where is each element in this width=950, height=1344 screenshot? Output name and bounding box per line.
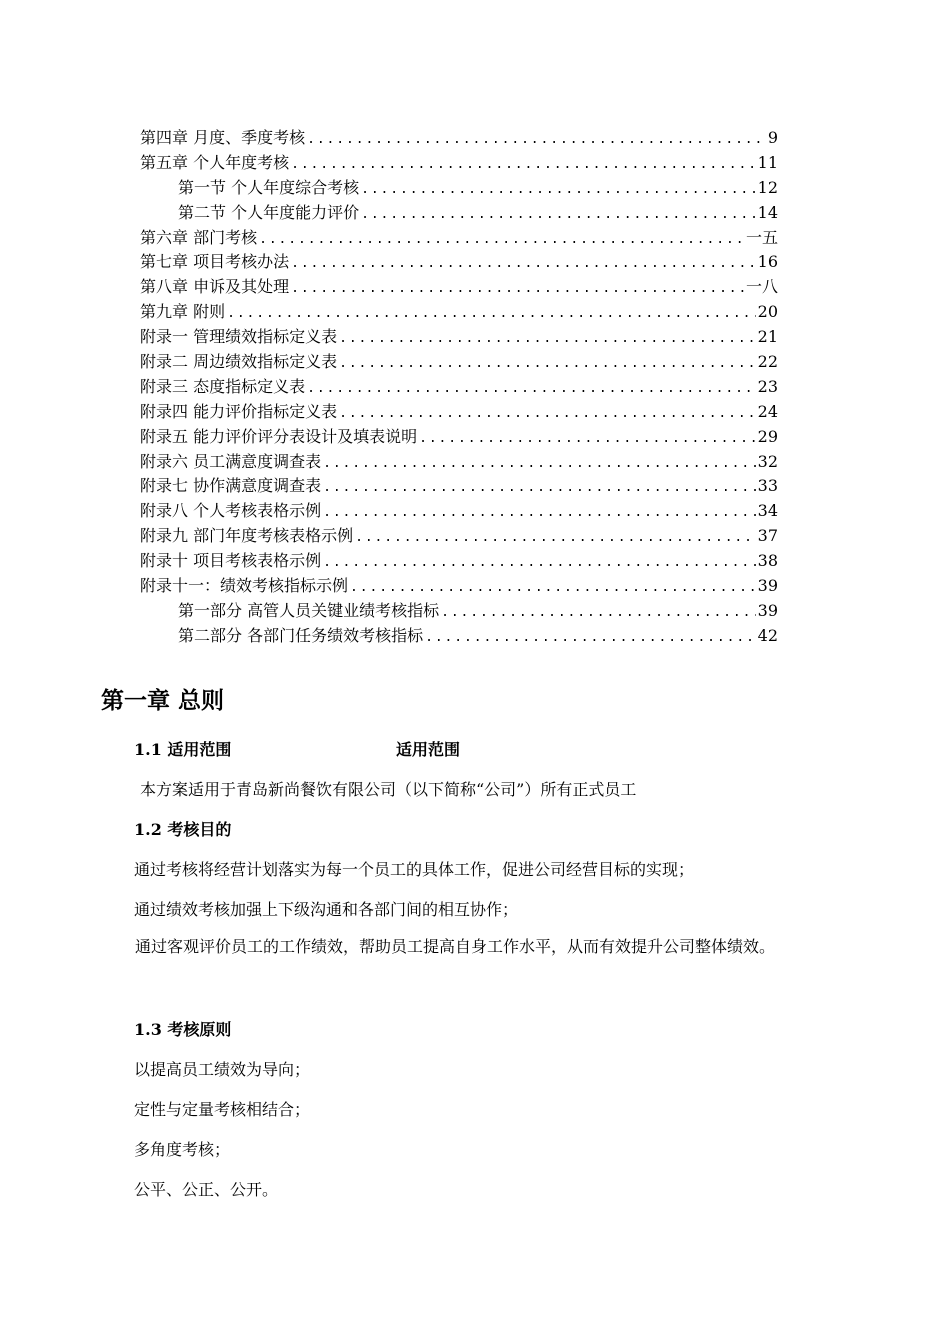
toc-leader-dots [291, 252, 756, 277]
toc-entry-title: 第一节 个人年度综合考核 [178, 177, 360, 197]
toc-leader-dots [361, 178, 756, 203]
toc-leader-dots [355, 526, 756, 551]
toc-entry-page: 一八 [745, 277, 778, 297]
toc-entry-page: 23 [757, 376, 778, 396]
toc-leader-dots [227, 302, 756, 327]
toc-entry[interactable] [140, 549, 778, 574]
toc-entry[interactable] [140, 226, 778, 251]
toc-leader-dots [419, 427, 756, 452]
toc-entry-title: 附录三 态度指标定义表 [140, 376, 306, 396]
toc-entry[interactable] [140, 325, 778, 350]
toc-entry[interactable] [140, 275, 778, 300]
toc-leader-dots [323, 452, 756, 477]
toc-leader-dots [361, 203, 756, 228]
toc-entry[interactable] [140, 624, 778, 649]
toc-entry-page: 42 [757, 625, 778, 645]
toc-entry-page: 16 [757, 252, 778, 272]
toc-entry[interactable] [140, 599, 778, 624]
toc-leader-dots [323, 476, 756, 501]
toc-entry-title: 附录一 管理绩效指标定义表 [140, 327, 338, 347]
toc-entry-title: 第一部分 高管人员关键业绩考核指标 [178, 600, 440, 620]
toc-leader-dots [323, 501, 756, 526]
toc-leader-dots [350, 576, 756, 601]
table-of-contents [140, 126, 778, 649]
toc-entry[interactable] [140, 524, 778, 549]
toc-entry-title: 附录十 项目考核表格示例 [140, 551, 322, 571]
toc-entry-page: 20 [757, 302, 778, 322]
toc-entry-title: 第二节 个人年度能力评价 [178, 202, 360, 222]
scope-paragraph: 本方案适用于青岛新尚餐饮有限公司（以下简称“公司”）所有正式员工 [140, 780, 637, 799]
toc-entry[interactable] [140, 350, 778, 375]
principle-item: 多角度考核； [134, 1140, 231, 1159]
toc-entry-page: 33 [757, 476, 778, 496]
toc-entry[interactable] [140, 450, 778, 475]
toc-entry-page: 34 [757, 501, 778, 521]
section-heading-purpose: 1.2 考核目的 [134, 820, 232, 839]
toc-entry[interactable] [140, 126, 778, 151]
toc-entry[interactable] [140, 574, 778, 599]
toc-entry-page: 38 [757, 551, 778, 571]
toc-leader-dots [307, 377, 756, 402]
toc-entry-title: 附录五 能力评价评分表设计及填表说明 [140, 426, 418, 446]
toc-entry[interactable] [140, 201, 778, 226]
toc-entry-title: 附录十一：绩效考核指标示例 [140, 576, 349, 596]
toc-entry-title: 第二部分 各部门任务绩效考核指标 [178, 625, 424, 645]
toc-leader-dots [339, 402, 756, 427]
toc-leader-dots [323, 551, 756, 576]
chapter-title: 第一章 总则 [101, 688, 225, 714]
purpose-paragraph-3: 通过客观评价员工的工作绩效，帮助员工提高自身工作水平，从而有效提升公司整体绩效。 [135, 937, 776, 956]
toc-entry-page: 12 [757, 177, 778, 197]
principle-item: 以提高员工绩效为导向； [134, 1060, 311, 1079]
section-heading-principles: 1.3 考核原则 [134, 1020, 232, 1039]
toc-entry-page: 11 [757, 152, 778, 172]
toc-entry-page: 39 [757, 576, 778, 596]
toc-entry[interactable] [140, 375, 778, 400]
toc-entry-title: 附录九 部门年度考核表格示例 [140, 526, 354, 546]
toc-leader-dots [291, 277, 744, 302]
toc-entry-title: 第六章 部门考核 [140, 227, 258, 247]
toc-entry-title: 附录八 个人考核表格示例 [140, 501, 322, 521]
toc-entry-page: 22 [757, 352, 778, 372]
section-heading-scope-repeat: 适用范围 [396, 740, 461, 759]
toc-entry[interactable] [140, 425, 778, 450]
principle-item: 公平、公正、公开。 [134, 1180, 279, 1199]
toc-entry[interactable] [140, 499, 778, 524]
purpose-paragraph-1: 通过考核将经营计划落实为每一个员工的具体工作，促进公司经营目标的实现； [134, 860, 695, 879]
section-heading-scope: 1.1 适用范围 [134, 740, 232, 759]
toc-entry-page: 21 [757, 327, 778, 347]
toc-entry-page: 37 [757, 526, 778, 546]
toc-leader-dots [259, 228, 744, 253]
toc-entry-title: 附录七 协作满意度调查表 [140, 476, 322, 496]
toc-entry-page: 一五 [745, 227, 778, 247]
toc-entry-title: 第四章 月度、季度考核 [140, 128, 306, 147]
toc-entry[interactable] [140, 176, 778, 201]
toc-leader-dots [441, 601, 756, 626]
toc-entry-title: 第五章 个人年度考核 [140, 152, 290, 172]
toc-entry-page: 39 [757, 600, 778, 620]
toc-entry-page: 9 [767, 128, 778, 147]
toc-entry[interactable] [140, 474, 778, 499]
toc-leader-dots [291, 153, 756, 178]
principle-item: 定性与定量考核相结合； [134, 1100, 311, 1119]
purpose-paragraph-2: 通过绩效考核加强上下级沟通和各部门间的相互协作； [134, 900, 519, 919]
toc-entry-page: 32 [757, 451, 778, 471]
toc-leader-dots [425, 626, 756, 651]
toc-leader-dots [339, 327, 756, 352]
toc-entry-title: 第七章 项目考核办法 [140, 252, 290, 272]
toc-leader-dots [307, 128, 766, 153]
toc-leader-dots [339, 352, 756, 377]
toc-entry-page: 24 [757, 401, 778, 421]
toc-entry[interactable] [140, 300, 778, 325]
toc-entry-title: 附录二 周边绩效指标定义表 [140, 352, 338, 372]
toc-entry[interactable] [140, 151, 778, 176]
toc-entry-title: 附录六 员工满意度调查表 [140, 451, 322, 471]
toc-entry[interactable] [140, 250, 778, 275]
toc-entry-title: 第九章 附则 [140, 302, 226, 322]
toc-entry-page: 29 [757, 426, 778, 446]
toc-entry-page: 14 [757, 202, 778, 222]
toc-entry-title: 第八章 申诉及其处理 [140, 277, 290, 297]
toc-entry[interactable] [140, 400, 778, 425]
toc-entry-title: 附录四 能力评价指标定义表 [140, 401, 338, 421]
